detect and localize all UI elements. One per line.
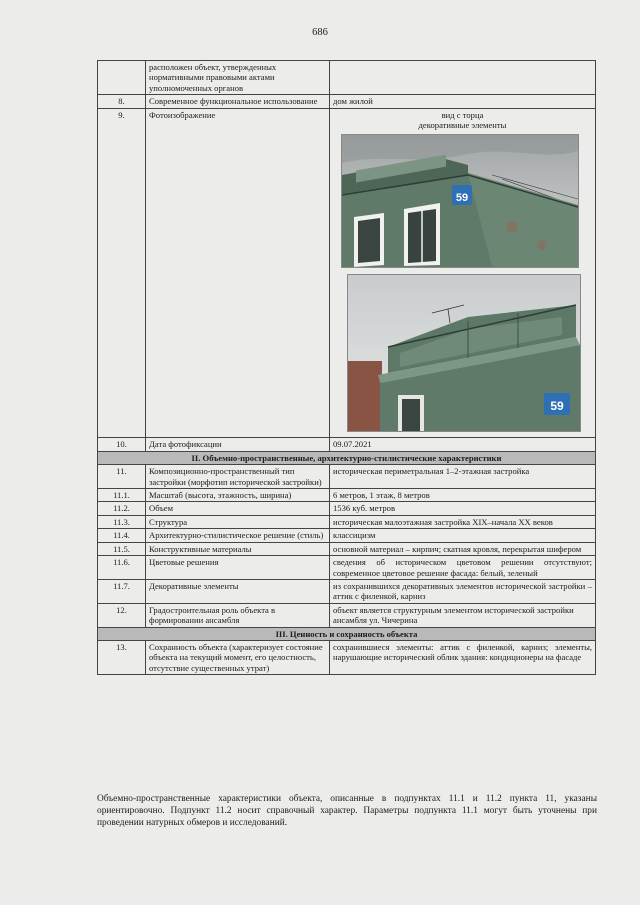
section-header-row bbox=[98, 627, 596, 640]
footnote-paragraph: Объемно-пространственные характеристики объекта, описанные в подпунктах 11.1 и 11.2 пункта 11, указаны ориентировочно. Подпункт 11.2 носит справочный характер. Параметры подпункта 11.1 могут быть уточнены при проведении натурных обмеров и исследований. bbox=[97, 794, 597, 829]
house-number-sign: 59 bbox=[455, 192, 469, 205]
decorative-elements-photo bbox=[347, 274, 581, 432]
row-number: 11. bbox=[98, 465, 146, 489]
row-number: 13. bbox=[98, 640, 146, 674]
row-label: Композиционно-пространственный тип застройки (морфотип исторической застройки) bbox=[146, 465, 330, 489]
row-label: Декоративные элементы bbox=[146, 579, 330, 603]
row-number: 11.1. bbox=[98, 489, 146, 502]
row-label: Архитектурно-стилистическое решение (стиль) bbox=[146, 529, 330, 542]
photo-caption-2: декоративные элементы bbox=[418, 120, 507, 131]
building-end-view-photo bbox=[341, 134, 579, 268]
row-number: 11.4. bbox=[98, 529, 146, 542]
characteristics-table bbox=[97, 60, 596, 675]
house-number-sign: 59 bbox=[550, 399, 564, 414]
row-value: классицизм bbox=[330, 529, 596, 542]
row-label: Масштаб (высота, этажность, ширина) bbox=[146, 489, 330, 502]
photo-row bbox=[98, 108, 596, 438]
row-value: историческая периметральная 1–2-этажная застройка bbox=[330, 465, 596, 489]
row-value: 09.07.2021 bbox=[330, 438, 596, 451]
row-value: сохранившиеся элементы: аттик с филенкой, карниз; элементы, нарушающие исторический облик здания: кондиционеры на фасаде bbox=[330, 640, 596, 674]
row-label: Градостроительная роль объекта в формировании ансамбля bbox=[146, 603, 330, 627]
row-number: 12. bbox=[98, 603, 146, 627]
row-label: Фотоизображение bbox=[146, 108, 330, 438]
row-value: историческая малоэтажная застройка XIX–начала XX веков bbox=[330, 515, 596, 528]
row-number: 9. bbox=[98, 108, 146, 438]
row-number: 8. bbox=[98, 95, 146, 108]
row-label: Сохранность объекта (характеризует состояние объекта на текущий момент, его целостность, отсутствие существенных утрат) bbox=[146, 640, 330, 674]
row-value: дом жилой bbox=[330, 95, 596, 108]
row-number: 11.3. bbox=[98, 515, 146, 528]
row-label: Конструктивные материалы bbox=[146, 542, 330, 555]
row-value: основной материал – кирпич; скатная кровля, перекрытая шифером bbox=[330, 542, 596, 555]
table-row bbox=[98, 515, 596, 528]
table-row bbox=[98, 579, 596, 603]
table-row bbox=[98, 603, 596, 627]
row-label: Объем bbox=[146, 502, 330, 515]
table-row bbox=[98, 529, 596, 542]
row-label: Современное функциональное использование bbox=[146, 95, 330, 108]
row-value: 6 метров, 1 этаж, 8 метров bbox=[330, 489, 596, 502]
row-label: Дата фотофиксации bbox=[146, 438, 330, 451]
section-2-title: II. Объемно-пространственные, архитектурно-стилистические характеристики bbox=[98, 451, 596, 464]
row-number: 10. bbox=[98, 438, 146, 451]
row-number bbox=[98, 61, 146, 95]
table-row bbox=[98, 502, 596, 515]
table-row bbox=[98, 465, 596, 489]
row-number: 11.5. bbox=[98, 542, 146, 555]
photo-caption-1: вид с торца bbox=[441, 109, 484, 120]
table-row bbox=[98, 438, 596, 451]
section-3-title: III. Ценность и сохранность объекта bbox=[98, 627, 596, 640]
table-row bbox=[98, 61, 596, 95]
row-label: Структура bbox=[146, 515, 330, 528]
table-row bbox=[98, 640, 596, 674]
page-number: 686 bbox=[312, 27, 328, 38]
row-label: расположен объект, утвержденных нормативными правовыми актами уполномоченных органов bbox=[146, 61, 330, 95]
row-number: 11.7. bbox=[98, 579, 146, 603]
row-value: 1536 куб. метров bbox=[330, 502, 596, 515]
row-number: 11.6. bbox=[98, 556, 146, 580]
photo-cell bbox=[330, 108, 596, 438]
table-row bbox=[98, 556, 596, 580]
row-label: Цветовые решения bbox=[146, 556, 330, 580]
row-value: сведения об историческом цветовом решении отсутствуют; современное цветовое решение фасада: белый, зеленый bbox=[330, 556, 596, 580]
section-header-row bbox=[98, 451, 596, 464]
table-row bbox=[98, 95, 596, 108]
table-row bbox=[98, 489, 596, 502]
row-value bbox=[330, 61, 596, 95]
row-value: из сохранившихся декоративных элементов исторической застройки – аттик с филенкой, карниз bbox=[330, 579, 596, 603]
table-row bbox=[98, 542, 596, 555]
row-number: 11.2. bbox=[98, 502, 146, 515]
row-value: объект является структурным элементом исторической застройки ансамбля ул. Чичерина bbox=[330, 603, 596, 627]
